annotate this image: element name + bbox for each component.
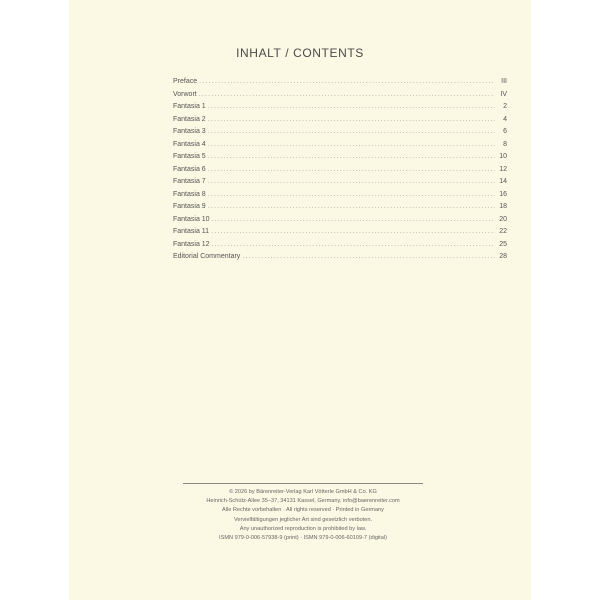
toc-entry	[173, 166, 507, 179]
toc-entry-page: 14	[499, 178, 507, 185]
toc-entry	[173, 216, 507, 229]
imprint-line: Vervielfältigungen jeglicher Art sind gesetzlich verboten.	[233, 516, 373, 523]
toc-leader-dots	[242, 253, 495, 260]
toc-entry-label: Fantasia 6	[173, 165, 206, 173]
page-title: INHALT / CONTENTS	[236, 46, 364, 60]
toc-entry-label: Fantasia 8	[173, 190, 206, 198]
toc-entry	[173, 203, 507, 216]
toc-entry-page: 10	[499, 153, 507, 160]
toc-entry-page: 16	[499, 190, 507, 198]
toc-entry	[173, 253, 507, 266]
toc-entry-page: IV	[500, 90, 507, 98]
toc-entry-page: 6	[503, 128, 507, 135]
toc-entry	[173, 128, 507, 141]
toc-entry-label: Preface	[173, 78, 198, 85]
toc-entry-page: 18	[499, 203, 507, 210]
toc-entry	[173, 241, 507, 254]
toc-entry	[173, 78, 507, 91]
toc-entry-page: 25	[499, 240, 507, 248]
toc-entry	[173, 228, 507, 241]
toc-entry-label: Fantasia 11	[173, 228, 210, 235]
imprint-line: Alle Rechte vorbehalten · All rights reserved · Printed in Germany	[222, 507, 384, 514]
toc-leader-dots	[208, 103, 495, 110]
toc-leader-dots	[199, 78, 495, 85]
toc-entry-page: 22	[499, 228, 507, 235]
toc-entry-label: Editorial Commentary	[173, 253, 241, 260]
toc-entry-label: Fantasia 5	[173, 153, 206, 160]
toc-leader-dots	[212, 216, 495, 223]
imprint-line: Any unauthorized reproduction is prohibited by law.	[239, 525, 367, 532]
toc-entry-page: 20	[499, 215, 507, 223]
toc-entry-label: Fantasia 7	[173, 178, 206, 185]
toc-leader-dots	[208, 128, 495, 135]
toc-entry-label: Fantasia 12	[173, 240, 210, 248]
toc-leader-dots	[208, 141, 495, 148]
toc-entry-label: Fantasia 1	[173, 103, 206, 110]
toc-entry	[173, 191, 507, 204]
table-of-contents	[173, 78, 507, 266]
toc-leader-dots	[208, 153, 495, 160]
imprint-line: ISMN 979-0-006-57938-9 (print) · ISMN 979-0-006-60109-7 (digital)	[219, 535, 387, 542]
toc-entry-page: 28	[499, 253, 507, 260]
toc-entry-page: 12	[499, 165, 507, 173]
toc-entry	[173, 153, 507, 166]
toc-entry	[173, 91, 507, 104]
toc-leader-dots	[208, 116, 495, 123]
toc-entry-label: Fantasia 4	[173, 140, 206, 148]
toc-leader-dots	[199, 91, 495, 98]
toc-entry-page: III	[501, 78, 507, 85]
toc-entry	[173, 178, 507, 191]
imprint-divider	[183, 483, 423, 484]
toc-entry-page: 4	[503, 115, 507, 123]
toc-entry-label: Fantasia 9	[173, 203, 206, 210]
toc-leader-dots	[208, 178, 495, 185]
toc-entry-label: Vorwort	[173, 90, 197, 98]
toc-entry-page: 8	[503, 140, 507, 148]
imprint-line: © 2026 by Bärenreiter-Verlag Karl Vötterle GmbH & Co. KG	[229, 489, 377, 495]
toc-leader-dots	[208, 166, 495, 173]
toc-entry-label: Fantasia 2	[173, 115, 206, 123]
copyright-imprint	[153, 488, 453, 543]
toc-leader-dots	[208, 203, 495, 210]
toc-leader-dots	[208, 191, 495, 198]
toc-entry	[173, 141, 507, 154]
toc-entry-label: Fantasia 10	[173, 215, 210, 223]
toc-leader-dots	[211, 228, 495, 235]
toc-entry	[173, 116, 507, 129]
toc-entry	[173, 103, 507, 116]
toc-leader-dots	[212, 241, 495, 248]
document-page	[69, 0, 531, 600]
imprint-line: Heinrich-Schütz-Allee 35–37, 34131 Kassel, Germany, info@baerenreiter.com	[206, 498, 400, 505]
toc-entry-page: 2	[503, 103, 507, 110]
toc-entry-label: Fantasia 3	[173, 128, 206, 135]
